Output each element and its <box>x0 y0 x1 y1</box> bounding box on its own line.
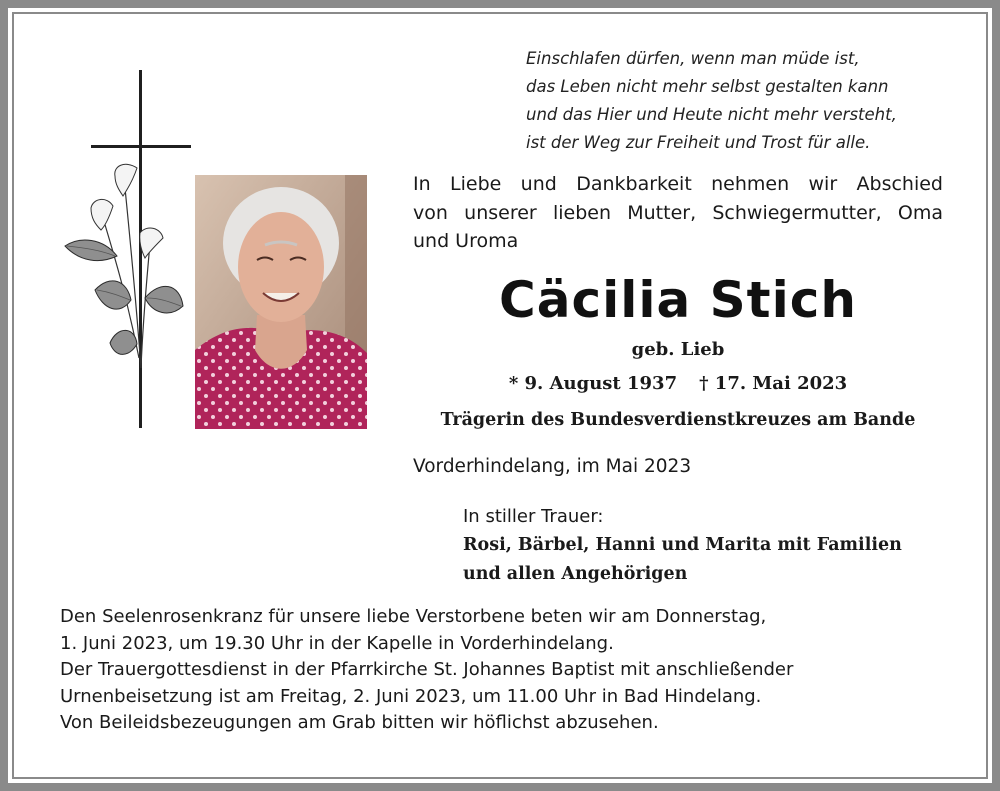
intro-line: In Liebe und Dankbarkeit nehmen wir Abschied <box>413 173 943 195</box>
birth-date: * 9. August 1937 <box>508 373 678 394</box>
intro-line: und Uroma <box>413 230 519 252</box>
notes-line: Urnenbeisetzung ist am Freitag, 2. Juni 2023, um 11.00 Uhr in Bad Hindelang. <box>60 685 762 707</box>
poem-line: Einschlafen dürfen, wenn man müde ist, <box>526 49 860 68</box>
place-date: Vorderhindelang, im Mai 2023 <box>413 456 692 477</box>
portrait-photo <box>195 175 367 429</box>
death-date: † 17. Mai 2023 <box>699 373 848 394</box>
mourners-heading: In stiller Trauer: <box>463 506 604 527</box>
life-dates <box>413 371 943 397</box>
intro-line: von unserer lieben Mutter, Schwiegermutter, Oma <box>413 201 943 224</box>
birth-name: geb. Lieb <box>631 339 725 360</box>
deceased-name: Cäcilia Stich <box>499 271 857 329</box>
poem-line: ist der Weg zur Freiheit und Trost für alle. <box>526 133 871 152</box>
notes-line: Von Beileidsbezeugungen am Grab bitten wir höflichst abzusehen. <box>60 712 659 733</box>
poem <box>526 45 966 157</box>
mourners-line: und allen Angehörigen <box>463 564 688 584</box>
service-notes <box>60 604 940 737</box>
cross-with-lilies-icon <box>55 68 195 433</box>
notes-line: Den Seelenrosenkranz für unsere liebe Verstorbene beten wir am Donnerstag, <box>60 606 767 627</box>
intro-text <box>413 170 943 256</box>
poem-line: das Leben nicht mehr selbst gestalten kann <box>526 77 889 96</box>
poem-line: und das Hier und Heute nicht mehr versteht, <box>526 105 897 124</box>
award-line: Trägerin des Bundesverdienstkreuzes am Bande <box>440 410 916 430</box>
mourners-line: Rosi, Bärbel, Hanni und Marita mit Familien <box>463 535 902 555</box>
mourners-block <box>463 503 943 589</box>
notes-line: 1. Juni 2023, um 19.30 Uhr in der Kapelle in Vorderhindelang. <box>60 632 614 654</box>
notes-line: Der Trauergottesdienst in der Pfarrkirche St. Johannes Baptist mit anschließender <box>60 659 794 680</box>
